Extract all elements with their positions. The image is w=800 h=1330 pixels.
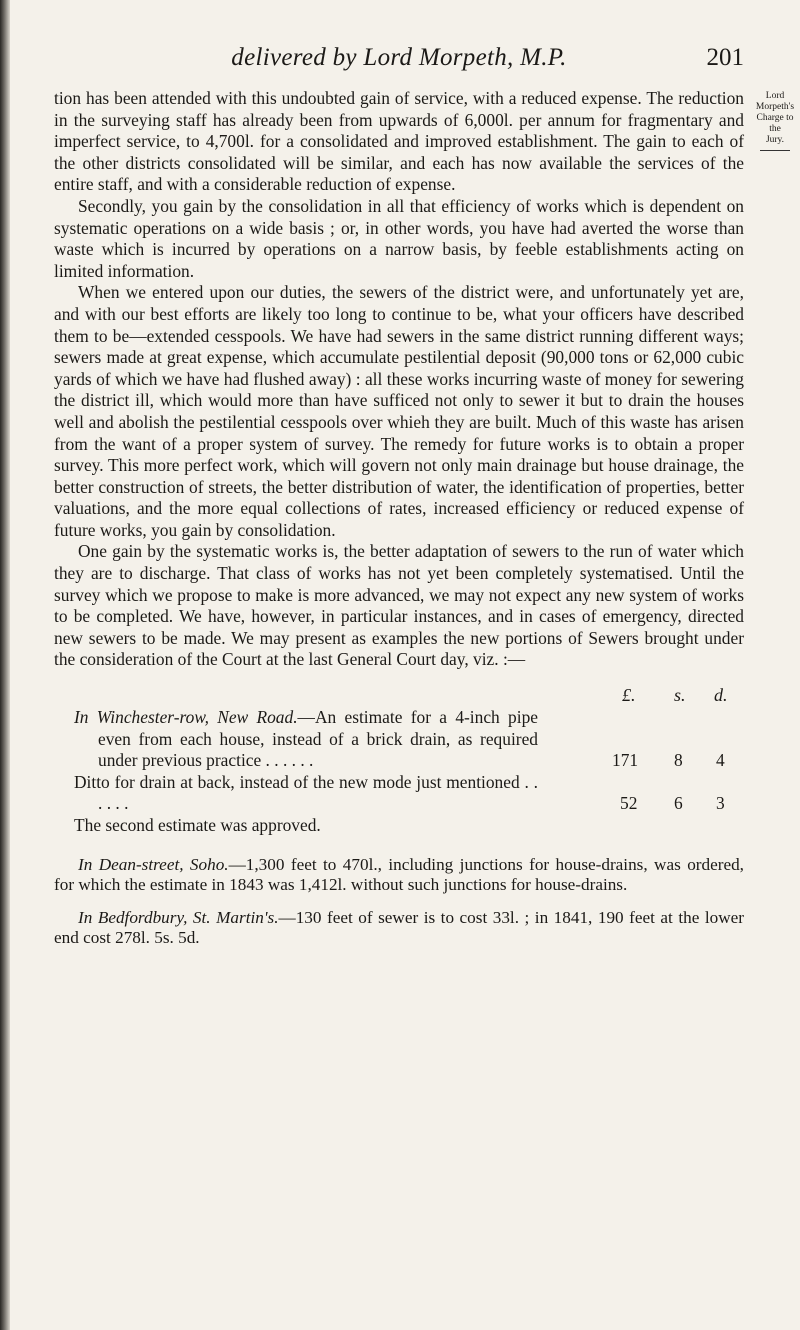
page-number: 201 [706, 44, 744, 71]
amount-pounds: 52 [620, 793, 638, 813]
note-place: In Bedfordbury, St. Martin's. [78, 907, 279, 927]
shillings-head: s. [674, 685, 686, 706]
estimate-text: Ditto for drain at back, instead of the new mode just mentioned . . . . . . [74, 771, 538, 814]
estimate-text: —An estimate for a 4-inch pipe even from each house, instead of a brick drain, as required under previous practice . . . . . . [98, 707, 538, 771]
note-place: In Dean-street, Soho. [78, 854, 229, 874]
margin-note-line: Morpeth's [755, 102, 795, 112]
page-header [54, 44, 744, 78]
margin-note-rule [760, 150, 790, 151]
currency-column-heads [54, 685, 744, 707]
pounds-head: £. [622, 685, 636, 706]
approval-note: The second estimate was approved. [74, 815, 321, 835]
amount-pence: 4 [716, 749, 725, 770]
amount-shillings: 8 [674, 749, 683, 770]
body-text [54, 88, 744, 961]
estimates-table [54, 685, 744, 837]
note-text: —1,300 feet to 470l., including junctions for house-drains, was ordered, for which the estimate in 1843 was 1,412l. without such junctions for house-drains. [54, 854, 744, 895]
running-title: delivered by Lord Morpeth, M.P. [231, 44, 567, 71]
note-text: —130 feet of sewer is to cost 33l. ; in 1841, 190 feet at the lower end cost 278l. 5s. 5d. [54, 907, 744, 948]
margin-note-line: Charge to the [756, 113, 794, 134]
paragraph: Secondly, you gain by the consolidation in all that efficiency of works which is dependent on systematic operations on a wide basis ; or, in other words, you have had averted the worse than waste which is incurred by operations on a narrow basis, by feeble establishments acting on limited information. [54, 195, 744, 281]
estimate-entry [54, 772, 744, 815]
estimate-entry [54, 707, 744, 772]
amount-pence: 3 [716, 793, 725, 813]
estimate-amount [604, 793, 744, 815]
page-binding-edge [0, 0, 10, 1330]
paragraph: tion has been attended with this undoubted gain of service, with a reduced expense. The reduction in the surveying staff has already been from upwards of 6,000l. per annum for fragmentary and imperfect service, to 4,700l. for a consolidated and improved establishment. The gain to each of the other districts consolidated will be similar, and each has now available the services of the entire staff, and with a considerable reduction of expense. [54, 88, 744, 195]
estimate-place: In Winchester-row, New Road. [74, 707, 298, 728]
pence-head: d. [714, 685, 728, 706]
sewer-notes [54, 855, 744, 949]
sewer-note [54, 908, 744, 949]
margin-note [752, 91, 798, 151]
paragraph: One gain by the systematic works is, the better adaptation of sewers to the run of water which they are to discharge. That class of works has not yet been completely systematised. Until the survey which we propose to make is more advanced, we may not expect any new system of works to be completed. We have, however, in particular instances, and in cases of emergency, directed new sewers to be made. We may present as examples the new portions of Sewers brought under the consideration of the Court at the last General Court day, viz. :— [54, 541, 744, 670]
margin-note-line: Jury. [765, 135, 785, 145]
sewer-note [54, 855, 744, 896]
amount-shillings: 6 [674, 793, 683, 813]
amount-pounds: 171 [612, 749, 639, 770]
paragraph: When we entered upon our duties, the sewers of the district were, and unfortunately yet are, and with our best efforts are likely too long to continue to be, what your officers have described them to be—extended cesspools. We have had sewers in the same district running different ways; sewers made at great expense, which accumulate pestilential deposit (90,000 tons or 62,000 cubic yards of which we have had flushed away) : all these works incurring waste of money for sewering the district ill, which would more than have sufficed not only to sewer it but to drain the houses well and abolish the pestilential cesspools over whieh they are built. Much of this waste has arisen from the want of a proper system of survey. The remedy for future works is to obtain a proper survey. This more perfect work, which will govern not only main drainage but house drainage, the better construction of streets, the better distribution of water, the identification of properties, better valuations, and the more equal collections of rates, increased efficiency or reduced expense of future works, you gain by consolidation. [54, 282, 744, 540]
margin-note-line: Lord [765, 91, 785, 101]
estimate-amount [604, 750, 744, 772]
